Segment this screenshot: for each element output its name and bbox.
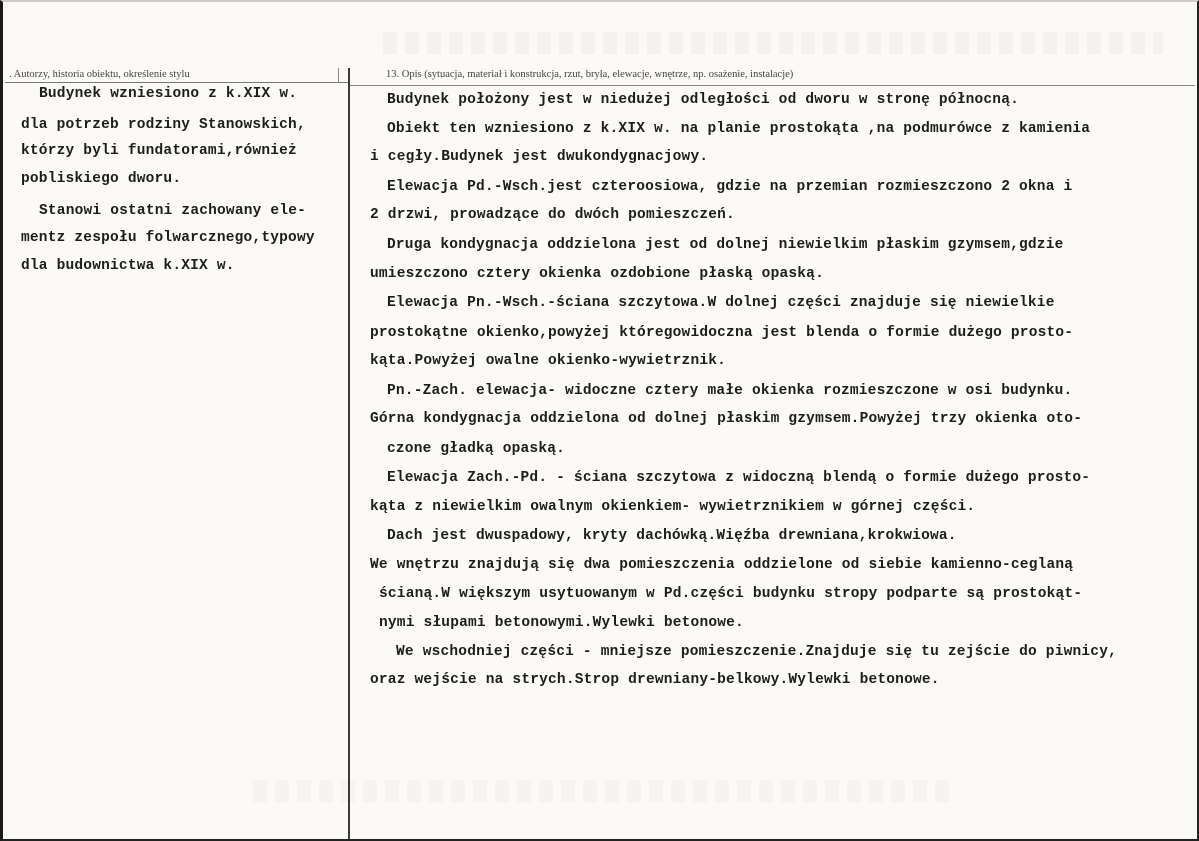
header-rule-left (5, 82, 348, 83)
right-line: nymi słupami betonowymi.Wylewki betonowe. (379, 615, 744, 631)
right-line: kąta.Powyżej owalne okienko-wywietrznik. (370, 353, 727, 369)
bleed-through-text-top (383, 32, 1163, 54)
right-line: Dach jest dwuspadowy, kryty dachówką.Więźba drewniana,krokwiowa. (387, 528, 957, 544)
right-line: 2 drzwi, prowadzące do dwóch pomieszczeń. (370, 207, 735, 223)
right-line: Górna kondygnacja oddzielona od dolnej płaskim gzymsem.Powyżej trzy okienka oto- (370, 411, 1083, 427)
bleed-through-text-bottom (253, 780, 953, 802)
left-column-header: . Autorzy, historia obiektu, określenie stylu (9, 69, 190, 80)
header-rule-right (350, 85, 1195, 86)
right-line: kąta z niewielkim owalnym okienkiem- wywietrznikiem w górnej części. (370, 499, 976, 515)
right-line: Elewacja Zach.-Pd. - ściana szczytowa z widoczną blendą o formie dużego prosto- (387, 470, 1091, 486)
right-line: Pn.-Zach. elewacja- widoczne cztery małe okienka rozmieszczone w osi budynku. (387, 383, 1073, 399)
column-divider (348, 68, 350, 839)
right-line: Obiekt ten wzniesiono z k.XIX w. na planie prostokąta ,na podmurówce z kamienia (387, 121, 1091, 137)
right-line: Elewacja Pn.-Wsch.-ściana szczytowa.W dolnej części znajduje się niewielkie (387, 295, 1055, 311)
header-tick (338, 68, 339, 82)
right-line: umieszczono cztery okienka ozdobione płaską opaską. (370, 266, 824, 282)
right-line: prostokątne okienko,powyżej któregowidoczna jest blenda o formie dużego prosto- (370, 325, 1074, 341)
right-line: Druga kondygnacja oddzielona jest od dolnej niewielkim płaskim gzymsem,gdzie (387, 237, 1064, 253)
left-line: mentz zespołu folwarcznego,typowy (21, 230, 315, 246)
right-line: oraz wejście na strych.Strop drewniany-belkowy.Wylewki betonowe. (370, 672, 940, 688)
right-line: i cegły.Budynek jest dwukondygnacjowy. (370, 149, 709, 165)
right-line: Budynek położony jest w niedużej odległości od dworu w stronę północną. (387, 92, 1020, 108)
left-line: dla potrzeb rodziny Stanowskich, (21, 117, 306, 133)
left-line: pobliskiego dworu. (21, 171, 182, 187)
right-line: Elewacja Pd.-Wsch.jest czteroosiowa, gdzie na przemian rozmieszczono 2 okna i (387, 179, 1073, 195)
right-column-header: 13. Opis (sytuacja, materiał i konstrukcja, rzut, bryła, elewacje, wnętrze, np. osażenie, instalacje) (386, 69, 794, 80)
right-line: We wschodniej części - mniejsze pomieszczenie.Znajduje się tu zejście do piwnicy, (396, 644, 1118, 660)
right-line: We wnętrzu znajdują się dwa pomieszczenia oddzielone od siebie kamienno-ceglaną (370, 557, 1074, 573)
left-line: którzy byli fundatorami,również (21, 143, 297, 159)
right-line: czone gładką opaską. (387, 441, 566, 457)
left-line: dla budownictwa k.XIX w. (21, 258, 235, 274)
right-line: ścianą.W większym usytuowanym w Pd.części budynku stropy podparte są prostokąt- (379, 586, 1083, 602)
left-line: Budynek wzniesiono z k.XIX w. (39, 86, 298, 102)
left-line: Stanowi ostatni zachowany ele- (39, 203, 307, 219)
